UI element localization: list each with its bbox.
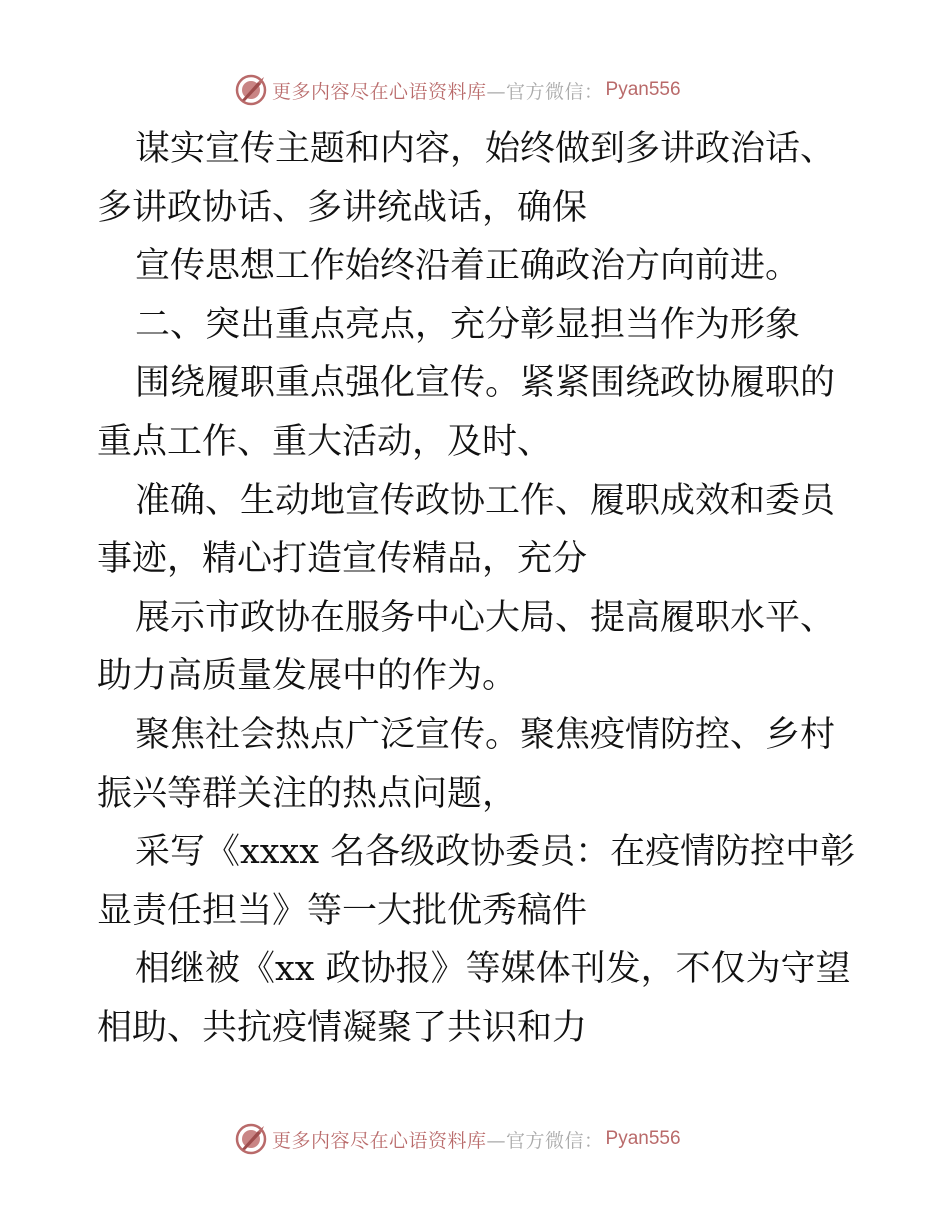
section-heading: 二、突出重点亮点，充分彰显担当作为形象 [135, 304, 801, 345]
watermark-official-label: —官方微信： [486, 1129, 604, 1152]
paragraph: 聚焦社会热点广泛宣传。聚焦疫情防控、乡村振兴等群关注的热点问题， [97, 714, 836, 814]
watermark-wechat-id: Pyan556 [605, 1128, 681, 1149]
quill-pen-logo-icon [234, 1122, 268, 1156]
paragraph: 准确、生动地宣传政协工作、履职成效和委员事迹，精心打造宣传精品，充分 [97, 480, 836, 580]
watermark-title: 更多内容尽在心语资料库 [272, 1129, 487, 1152]
paragraph: 宣传思想工作始终沿着正确政治方向前进。 [135, 246, 801, 287]
paragraph: 采写《xxxx 名各级政协委员：在疫情防控中彰显责任担当》等一大批优秀稿件 [97, 832, 856, 931]
paragraph: 围绕履职重点强化宣传。紧紧围绕政协履职的重点工作、重大活动，及时、 [97, 363, 836, 462]
watermark-title: 更多内容尽在心语资料库 [272, 80, 487, 103]
watermark-wechat-id: Pyan556 [605, 79, 681, 100]
watermark-official-label: —官方微信： [486, 80, 604, 103]
header-watermark [234, 73, 681, 107]
document-body [97, 120, 857, 1058]
paragraph: 相继被《xx 政协报》等媒体刊发，不仅为守望相助、共抗疫情凝聚了共识和力 [97, 949, 851, 1048]
footer-watermark [234, 1122, 681, 1156]
quill-pen-logo-icon [234, 73, 268, 107]
paragraph: 谋实宣传主题和内容，始终做到多讲政治话、多讲政协话、多讲统战话，确保 [97, 129, 836, 228]
paragraph: 展示市政协在服务中心大局、提高履职水平、助力高质量发展中的作为。 [97, 597, 836, 697]
